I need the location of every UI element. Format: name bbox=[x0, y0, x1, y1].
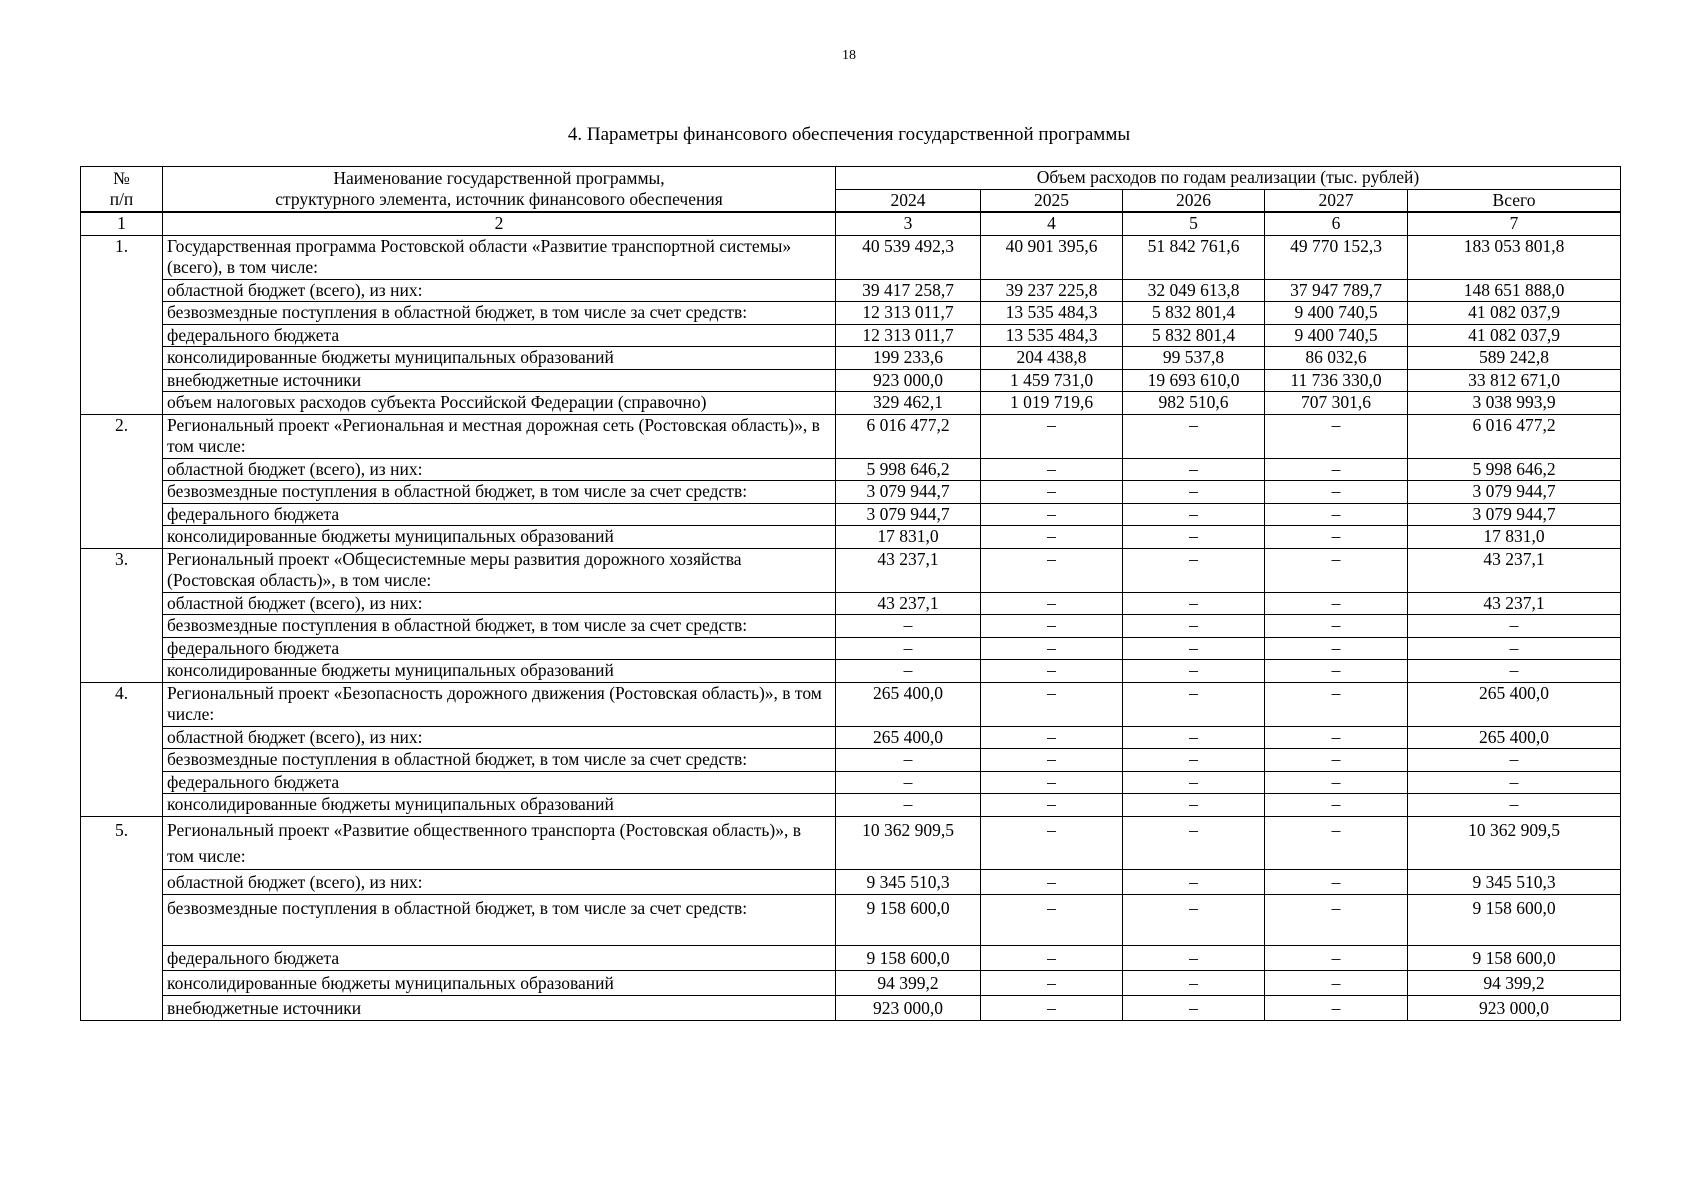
row-year-value: – bbox=[981, 660, 1123, 683]
table-row bbox=[81, 682, 1621, 726]
row-year-value: – bbox=[981, 503, 1123, 526]
row-total-value: 33 812 671,0 bbox=[1408, 369, 1621, 392]
row-name: безвозмездные поступления в областной бюджет, в том числе за счет средств: bbox=[163, 615, 836, 638]
row-year-value: 9 158 600,0 bbox=[836, 945, 981, 970]
row-year-value: – bbox=[1123, 945, 1265, 970]
row-name: федерального бюджета bbox=[163, 637, 836, 660]
table-row bbox=[81, 347, 1621, 370]
row-name: федерального бюджета bbox=[163, 945, 836, 970]
row-year-value: – bbox=[981, 816, 1123, 869]
row-year-value: 19 693 610,0 bbox=[1123, 369, 1265, 392]
row-year-value: 40 901 395,6 bbox=[981, 235, 1123, 279]
table-row bbox=[81, 637, 1621, 660]
row-name: консолидированные бюджеты муниципальных образований bbox=[163, 794, 836, 817]
row-year-value: 265 400,0 bbox=[836, 726, 981, 749]
row-year-value: – bbox=[981, 995, 1123, 1020]
row-year-value: 5 832 801,4 bbox=[1123, 324, 1265, 347]
row-year-value: 204 438,8 bbox=[981, 347, 1123, 370]
table-row bbox=[81, 995, 1621, 1020]
row-name: федерального бюджета bbox=[163, 771, 836, 794]
table-row bbox=[81, 526, 1621, 549]
row-year-value: – bbox=[1265, 995, 1408, 1020]
header-num bbox=[81, 167, 163, 213]
section-number: 2. bbox=[81, 414, 163, 548]
row-total-value: 589 242,8 bbox=[1408, 347, 1621, 370]
header-year: 2026 bbox=[1123, 189, 1265, 212]
row-year-value: – bbox=[1265, 660, 1408, 683]
row-year-value: 43 237,1 bbox=[836, 548, 981, 592]
row-year-value: 923 000,0 bbox=[836, 995, 981, 1020]
row-year-value: – bbox=[981, 945, 1123, 970]
row-year-value: 51 842 761,6 bbox=[1123, 235, 1265, 279]
table-row bbox=[81, 369, 1621, 392]
row-year-value: – bbox=[981, 970, 1123, 995]
row-total-value: 3 038 993,9 bbox=[1408, 392, 1621, 415]
col-number: 3 bbox=[836, 212, 981, 235]
table-body bbox=[81, 235, 1621, 1020]
row-year-value: – bbox=[1123, 816, 1265, 869]
row-name: областной бюджет (всего), из них: bbox=[163, 592, 836, 615]
row-year-value: – bbox=[1123, 615, 1265, 638]
row-year-value: – bbox=[981, 682, 1123, 726]
row-year-value: – bbox=[981, 526, 1123, 549]
row-year-value: 40 539 492,3 bbox=[836, 235, 981, 279]
row-year-value: – bbox=[1123, 637, 1265, 660]
row-year-value: 17 831,0 bbox=[836, 526, 981, 549]
row-name: консолидированные бюджеты муниципальных образований bbox=[163, 970, 836, 995]
row-year-value: 9 400 740,5 bbox=[1265, 324, 1408, 347]
row-year-value: – bbox=[1265, 548, 1408, 592]
row-year-value: – bbox=[1265, 726, 1408, 749]
row-year-value: 43 237,1 bbox=[836, 592, 981, 615]
row-year-value: – bbox=[981, 749, 1123, 772]
row-total-value: – bbox=[1408, 794, 1621, 817]
table-row bbox=[81, 660, 1621, 683]
row-total-value: 43 237,1 bbox=[1408, 548, 1621, 592]
row-year-value: – bbox=[1265, 894, 1408, 945]
row-name: Государственная программа Ростовской области «Развитие транспортной системы» (всего), в том числе: bbox=[163, 235, 836, 279]
table-row bbox=[81, 503, 1621, 526]
row-year-value: – bbox=[981, 615, 1123, 638]
row-name: федерального бюджета bbox=[163, 503, 836, 526]
row-year-value: 982 510,6 bbox=[1123, 392, 1265, 415]
row-year-value: – bbox=[981, 794, 1123, 817]
row-name: Региональный проект «Региональная и местная дорожная сеть (Ростовская область)», в том числе: bbox=[163, 414, 836, 458]
row-year-value: – bbox=[1123, 894, 1265, 945]
row-year-value: 9 345 510,3 bbox=[836, 869, 981, 894]
row-year-value: 5 832 801,4 bbox=[1123, 302, 1265, 325]
row-year-value: – bbox=[1265, 749, 1408, 772]
row-name: безвозмездные поступления в областной бюджет, в том числе за счет средств: bbox=[163, 481, 836, 504]
row-year-value: – bbox=[1265, 637, 1408, 660]
row-year-value: – bbox=[1123, 726, 1265, 749]
table-row bbox=[81, 279, 1621, 302]
table-row bbox=[81, 771, 1621, 794]
row-total-value: 41 082 037,9 bbox=[1408, 302, 1621, 325]
row-year-value: – bbox=[1265, 414, 1408, 458]
row-year-value: – bbox=[836, 749, 981, 772]
row-year-value: – bbox=[1123, 592, 1265, 615]
col-number: 2 bbox=[163, 212, 836, 235]
table-row bbox=[81, 302, 1621, 325]
row-total-value: – bbox=[1408, 749, 1621, 772]
row-year-value: – bbox=[836, 660, 981, 683]
row-total-value: – bbox=[1408, 615, 1621, 638]
table-row bbox=[81, 816, 1621, 869]
row-total-value: – bbox=[1408, 637, 1621, 660]
row-name: внебюджетные источники bbox=[163, 369, 836, 392]
col-number: 7 bbox=[1408, 212, 1621, 235]
row-name: областной бюджет (всего), из них: bbox=[163, 726, 836, 749]
row-year-value: – bbox=[1123, 749, 1265, 772]
row-year-value: – bbox=[1265, 869, 1408, 894]
row-year-value: 11 736 330,0 bbox=[1265, 369, 1408, 392]
row-year-value: 707 301,6 bbox=[1265, 392, 1408, 415]
row-total-value: 5 998 646,2 bbox=[1408, 458, 1621, 481]
row-year-value: – bbox=[981, 458, 1123, 481]
row-year-value: – bbox=[1123, 414, 1265, 458]
row-total-value: 9 158 600,0 bbox=[1408, 894, 1621, 945]
row-name: областной бюджет (всего), из них: bbox=[163, 279, 836, 302]
row-total-value: 41 082 037,9 bbox=[1408, 324, 1621, 347]
section-number: 3. bbox=[81, 548, 163, 682]
row-year-value: – bbox=[1123, 794, 1265, 817]
row-year-value: 39 237 225,8 bbox=[981, 279, 1123, 302]
row-year-value: 32 049 613,8 bbox=[1123, 279, 1265, 302]
row-year-value: – bbox=[1123, 869, 1265, 894]
row-year-value: – bbox=[1265, 771, 1408, 794]
table-row bbox=[81, 726, 1621, 749]
row-year-value: 265 400,0 bbox=[836, 682, 981, 726]
section-number: 1. bbox=[81, 235, 163, 414]
col-number: 1 bbox=[81, 212, 163, 235]
row-name: Региональный проект «Общесистемные меры развития дорожного хозяйства (Ростовская область)», в том числе: bbox=[163, 548, 836, 592]
row-year-value: 3 079 944,7 bbox=[836, 503, 981, 526]
row-total-value: 265 400,0 bbox=[1408, 726, 1621, 749]
row-total-value: 6 016 477,2 bbox=[1408, 414, 1621, 458]
row-year-value: – bbox=[1265, 682, 1408, 726]
row-year-value: – bbox=[981, 548, 1123, 592]
row-year-value: – bbox=[836, 637, 981, 660]
row-total-value: 183 053 801,8 bbox=[1408, 235, 1621, 279]
table-row bbox=[81, 592, 1621, 615]
row-year-value: 39 417 258,7 bbox=[836, 279, 981, 302]
row-name: консолидированные бюджеты муниципальных образований bbox=[163, 660, 836, 683]
row-year-value: 1 459 731,0 bbox=[981, 369, 1123, 392]
row-year-value: 6 016 477,2 bbox=[836, 414, 981, 458]
header-volume: Объем расходов по годам реализации (тыс. рублей) bbox=[836, 167, 1621, 190]
row-year-value: 94 399,2 bbox=[836, 970, 981, 995]
col-number: 6 bbox=[1265, 212, 1408, 235]
row-name: внебюджетные источники bbox=[163, 995, 836, 1020]
row-year-value: – bbox=[836, 794, 981, 817]
row-year-value: 3 079 944,7 bbox=[836, 481, 981, 504]
table-row bbox=[81, 869, 1621, 894]
row-year-value: – bbox=[836, 771, 981, 794]
row-name: Региональный проект «Безопасность дорожного движения (Ростовская область)», в том числе: bbox=[163, 682, 836, 726]
row-year-value: – bbox=[1265, 458, 1408, 481]
table-row bbox=[81, 481, 1621, 504]
table-row bbox=[81, 235, 1621, 279]
row-year-value: – bbox=[1265, 481, 1408, 504]
row-year-value: 923 000,0 bbox=[836, 369, 981, 392]
table-row bbox=[81, 392, 1621, 415]
row-name: консолидированные бюджеты муниципальных образований bbox=[163, 347, 836, 370]
table-row bbox=[81, 794, 1621, 817]
row-year-value: – bbox=[1265, 526, 1408, 549]
row-year-value: 329 462,1 bbox=[836, 392, 981, 415]
row-year-value: 9 400 740,5 bbox=[1265, 302, 1408, 325]
row-year-value: – bbox=[1123, 503, 1265, 526]
row-year-value: 1 019 719,6 bbox=[981, 392, 1123, 415]
row-year-value: – bbox=[981, 592, 1123, 615]
table-row bbox=[81, 945, 1621, 970]
table-row bbox=[81, 970, 1621, 995]
row-year-value: – bbox=[1123, 970, 1265, 995]
section-number: 4. bbox=[81, 682, 163, 816]
table-row bbox=[81, 414, 1621, 458]
row-year-value: 49 770 152,3 bbox=[1265, 235, 1408, 279]
row-year-value: – bbox=[1265, 794, 1408, 817]
row-year-value: 5 998 646,2 bbox=[836, 458, 981, 481]
header-year: 2025 bbox=[981, 189, 1123, 212]
row-year-value: – bbox=[1265, 970, 1408, 995]
row-total-value: 9 158 600,0 bbox=[1408, 945, 1621, 970]
row-year-value: – bbox=[1123, 995, 1265, 1020]
row-year-value: – bbox=[1265, 503, 1408, 526]
row-total-value: 94 399,2 bbox=[1408, 970, 1621, 995]
row-name: областной бюджет (всего), из них: bbox=[163, 869, 836, 894]
row-name: безвозмездные поступления в областной бюджет, в том числе за счет средств: bbox=[163, 749, 836, 772]
row-name: областной бюджет (всего), из них: bbox=[163, 458, 836, 481]
row-year-value: – bbox=[981, 414, 1123, 458]
row-year-value: 199 233,6 bbox=[836, 347, 981, 370]
table-row bbox=[81, 749, 1621, 772]
row-year-value: – bbox=[981, 894, 1123, 945]
table-row bbox=[81, 615, 1621, 638]
row-year-value: – bbox=[836, 615, 981, 638]
row-year-value: – bbox=[1265, 816, 1408, 869]
page-title: 4. Параметры финансового обеспечения государственной программы bbox=[567, 124, 1131, 145]
row-total-value: – bbox=[1408, 771, 1621, 794]
row-total-value: 923 000,0 bbox=[1408, 995, 1621, 1020]
row-year-value: – bbox=[981, 869, 1123, 894]
row-year-value: 12 313 011,7 bbox=[836, 302, 981, 325]
row-total-value: 3 079 944,7 bbox=[1408, 481, 1621, 504]
row-year-value: 86 032,6 bbox=[1265, 347, 1408, 370]
row-year-value: – bbox=[1265, 615, 1408, 638]
row-year-value: – bbox=[1123, 458, 1265, 481]
row-year-value: – bbox=[1265, 945, 1408, 970]
header-num-label: № п/п bbox=[109, 168, 134, 209]
row-year-value: 37 947 789,7 bbox=[1265, 279, 1408, 302]
header-total: Всего bbox=[1408, 189, 1621, 212]
page-number: 18 bbox=[842, 48, 856, 63]
row-year-value: 10 362 909,5 bbox=[836, 816, 981, 869]
row-year-value: – bbox=[1123, 682, 1265, 726]
row-name: безвозмездные поступления в областной бюджет, в том числе за счет средств: bbox=[163, 894, 836, 945]
row-total-value: 10 362 909,5 bbox=[1408, 816, 1621, 869]
row-year-value: – bbox=[1123, 660, 1265, 683]
header-year: 2027 bbox=[1265, 189, 1408, 212]
row-name: объем налоговых расходов субъекта Российской Федерации (справочно) bbox=[163, 392, 836, 415]
row-name: безвозмездные поступления в областной бюджет, в том числе за счет средств: bbox=[163, 302, 836, 325]
row-name: консолидированные бюджеты муниципальных образований bbox=[163, 526, 836, 549]
row-year-value: – bbox=[981, 637, 1123, 660]
row-total-value: 265 400,0 bbox=[1408, 682, 1621, 726]
row-total-value: 9 345 510,3 bbox=[1408, 869, 1621, 894]
financing-table bbox=[80, 166, 1621, 1021]
row-year-value: – bbox=[981, 481, 1123, 504]
table-row bbox=[81, 324, 1621, 347]
row-year-value: – bbox=[981, 771, 1123, 794]
table-row bbox=[81, 548, 1621, 592]
col-number: 4 bbox=[981, 212, 1123, 235]
row-total-value: 17 831,0 bbox=[1408, 526, 1621, 549]
row-name: федерального бюджета bbox=[163, 324, 836, 347]
row-year-value: – bbox=[1123, 526, 1265, 549]
row-total-value: – bbox=[1408, 660, 1621, 683]
table-row bbox=[81, 894, 1621, 945]
row-year-value: 13 535 484,3 bbox=[981, 302, 1123, 325]
row-year-value: – bbox=[1123, 481, 1265, 504]
row-total-value: 43 237,1 bbox=[1408, 592, 1621, 615]
section-number: 5. bbox=[81, 816, 163, 1020]
row-year-value: 9 158 600,0 bbox=[836, 894, 981, 945]
row-year-value: 13 535 484,3 bbox=[981, 324, 1123, 347]
row-total-value: 148 651 888,0 bbox=[1408, 279, 1621, 302]
row-name: Региональный проект «Развитие общественного транспорта (Ростовская область)», в том числе: bbox=[163, 816, 836, 869]
row-year-value: – bbox=[1123, 548, 1265, 592]
table-row bbox=[81, 458, 1621, 481]
row-year-value: – bbox=[1265, 592, 1408, 615]
col-number: 5 bbox=[1123, 212, 1265, 235]
row-total-value: 3 079 944,7 bbox=[1408, 503, 1621, 526]
row-year-value: 12 313 011,7 bbox=[836, 324, 981, 347]
header-name-label: Наименование государственной программы, структурного элемента, источник финансового обеспечения bbox=[275, 168, 723, 209]
row-year-value: – bbox=[981, 726, 1123, 749]
header-year: 2024 bbox=[836, 189, 981, 212]
row-year-value: 99 537,8 bbox=[1123, 347, 1265, 370]
row-year-value: – bbox=[1123, 771, 1265, 794]
header-name bbox=[163, 167, 836, 213]
